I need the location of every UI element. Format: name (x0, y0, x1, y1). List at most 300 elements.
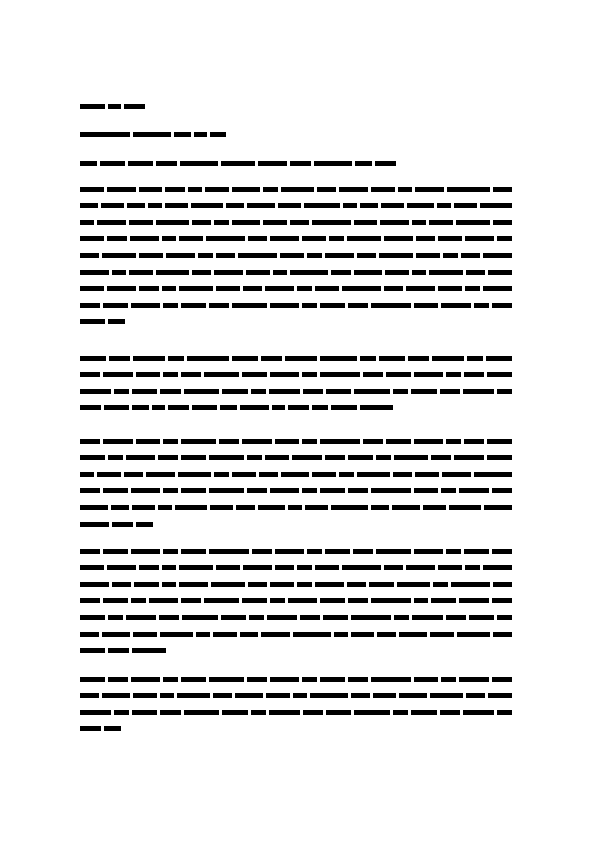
text-word (80, 565, 104, 570)
text-word (371, 505, 389, 510)
text-word (278, 203, 301, 208)
text-word (246, 270, 270, 275)
text-word (385, 270, 409, 275)
text-word (437, 203, 451, 208)
text-word (265, 286, 294, 291)
text-word (80, 549, 100, 554)
text-word (210, 132, 227, 137)
text-word (102, 693, 130, 698)
text-word (124, 104, 145, 109)
text-word (464, 439, 484, 444)
text-word (357, 472, 390, 477)
text-word (466, 270, 485, 275)
text-word (493, 632, 512, 637)
text-word (108, 319, 125, 324)
text-word (80, 632, 99, 637)
text-word (379, 356, 405, 361)
text-word (235, 693, 263, 698)
text-word (103, 598, 128, 603)
text-word (312, 220, 350, 225)
text-word (242, 372, 267, 377)
text-word (80, 303, 100, 308)
text-word (320, 303, 345, 308)
text-word (407, 203, 434, 208)
paragraph-4-line (80, 598, 512, 604)
text-word (371, 303, 411, 308)
text-word (486, 356, 512, 361)
text-word (156, 220, 189, 225)
text-word (320, 372, 360, 377)
text-word (247, 488, 267, 493)
text-word (102, 253, 136, 258)
text-word (240, 632, 259, 637)
text-word (320, 439, 360, 444)
text-word (102, 632, 130, 637)
text-word (243, 565, 272, 570)
text-word (130, 236, 159, 241)
text-word (371, 187, 395, 192)
paragraph-5-line (80, 726, 121, 732)
text-word (343, 203, 357, 208)
text-word (133, 356, 165, 361)
text-word (440, 389, 460, 394)
text-word (114, 710, 129, 715)
text-word (446, 372, 461, 377)
text-word (192, 270, 211, 275)
text-word (232, 187, 261, 192)
text-word (446, 615, 466, 620)
text-word (354, 710, 390, 715)
text-word (281, 472, 310, 477)
text-word (184, 710, 220, 715)
text-word (303, 710, 323, 715)
text-word (320, 598, 345, 603)
text-word (312, 472, 336, 477)
text-word (384, 565, 403, 570)
text-word (339, 472, 353, 477)
text-word (80, 236, 104, 241)
text-word (160, 710, 180, 715)
text-word (454, 203, 477, 208)
text-word (376, 455, 391, 460)
text-word (480, 203, 512, 208)
text-word (232, 303, 267, 308)
text-word (305, 505, 328, 510)
text-word (163, 549, 178, 554)
text-word (461, 253, 480, 258)
text-word (222, 389, 247, 394)
text-word (216, 253, 235, 258)
text-word (441, 488, 456, 493)
text-word (414, 372, 444, 377)
paragraph-2-line (80, 372, 512, 378)
text-word (132, 389, 157, 394)
text-word (133, 632, 157, 637)
text-word (132, 405, 149, 410)
text-word (251, 710, 266, 715)
text-word (353, 549, 373, 554)
text-word (126, 455, 156, 460)
text-word (80, 356, 106, 361)
text-word (107, 187, 136, 192)
text-word (487, 439, 512, 444)
text-word (238, 253, 277, 258)
text-word (272, 405, 285, 410)
text-word (339, 187, 368, 192)
text-word (80, 439, 100, 444)
text-word (146, 472, 175, 477)
text-word (80, 187, 104, 192)
text-word (394, 455, 429, 460)
paragraph-3-line (80, 521, 153, 527)
text-word (168, 356, 184, 361)
text-word (97, 472, 121, 477)
text-word (412, 270, 426, 275)
paragraph-4-line (80, 548, 512, 554)
text-word (131, 549, 161, 554)
text-word (342, 565, 381, 570)
text-word (107, 286, 136, 291)
text-word (270, 303, 300, 308)
text-word (111, 505, 129, 510)
text-word (107, 565, 136, 570)
text-word (297, 565, 312, 570)
text-word (492, 677, 512, 682)
text-word (302, 677, 317, 682)
text-word (222, 710, 247, 715)
text-word (354, 220, 378, 225)
paragraph-1-line (80, 219, 512, 225)
text-word (275, 565, 294, 570)
text-word (216, 565, 240, 570)
text-word (354, 270, 383, 275)
text-word (204, 598, 239, 603)
text-word (132, 648, 166, 653)
text-word (312, 405, 329, 410)
text-word (398, 187, 412, 192)
text-word (166, 253, 195, 258)
paragraph-2-line (80, 388, 512, 394)
paragraph-1-line (80, 236, 512, 242)
text-word (288, 405, 309, 410)
text-word (162, 565, 177, 570)
text-word (399, 632, 427, 637)
text-word (80, 161, 97, 166)
text-word (360, 203, 378, 208)
text-word (163, 439, 178, 444)
text-word (163, 677, 178, 682)
text-word (288, 505, 302, 510)
text-word (194, 132, 207, 137)
text-word (192, 405, 217, 410)
text-word (354, 389, 390, 394)
text-word (248, 582, 267, 587)
text-word (423, 505, 446, 510)
text-word (263, 187, 277, 192)
text-word (180, 161, 218, 166)
text-word (80, 372, 100, 377)
text-word (307, 253, 322, 258)
text-word (136, 522, 153, 527)
text-word (219, 439, 239, 444)
text-word (442, 472, 471, 477)
text-word (129, 270, 153, 275)
text-word (232, 220, 261, 225)
subject-line (80, 160, 396, 166)
text-word (376, 549, 411, 554)
date-line (80, 103, 145, 109)
paragraph-1-line (80, 269, 512, 275)
text-word (209, 549, 249, 554)
text-word (163, 303, 178, 308)
text-word (393, 389, 408, 394)
text-word (108, 455, 123, 460)
text-word (158, 455, 178, 460)
text-word (414, 549, 444, 554)
text-word (80, 726, 101, 731)
text-word (464, 549, 489, 554)
text-word (483, 565, 512, 570)
text-word (104, 726, 121, 731)
text-word (181, 439, 216, 444)
text-word (163, 488, 178, 493)
text-word (411, 710, 436, 715)
text-word (247, 677, 267, 682)
paragraph-1-line (80, 186, 512, 192)
text-word (303, 389, 323, 394)
text-word (484, 505, 512, 510)
text-word (467, 356, 483, 361)
text-word (430, 632, 454, 637)
text-word (492, 488, 512, 493)
paragraph-4-line (80, 565, 512, 571)
text-word (269, 389, 300, 394)
text-word (408, 356, 429, 361)
text-word (348, 303, 368, 308)
text-word (247, 203, 274, 208)
paragraph-3-line (80, 455, 512, 461)
text-word (415, 472, 439, 477)
text-word (80, 648, 105, 653)
text-word (459, 598, 489, 603)
text-word (80, 270, 109, 275)
text-word (103, 303, 128, 308)
text-word (371, 488, 411, 493)
text-word (348, 677, 368, 682)
text-word (240, 405, 269, 410)
text-word (297, 582, 312, 587)
text-word (204, 372, 239, 377)
text-word (251, 389, 266, 394)
recipient-line (80, 131, 226, 137)
text-word (80, 319, 105, 324)
text-word (393, 710, 408, 715)
text-word (80, 253, 99, 258)
text-word (348, 488, 368, 493)
paragraph-5-line (80, 676, 512, 682)
text-word (179, 286, 213, 291)
text-word (386, 372, 411, 377)
text-word (149, 598, 179, 603)
text-word (221, 161, 255, 166)
text-word (192, 220, 211, 225)
text-word (355, 161, 372, 166)
text-word (326, 389, 351, 394)
text-word (213, 632, 237, 637)
text-word (126, 615, 156, 620)
text-word (221, 615, 246, 620)
text-word (181, 455, 206, 460)
text-word (108, 615, 123, 620)
text-word (469, 615, 494, 620)
text-word (108, 104, 121, 109)
text-word (310, 693, 348, 698)
text-word (348, 598, 368, 603)
text-word (182, 615, 217, 620)
text-word (487, 372, 512, 377)
text-word (459, 488, 489, 493)
text-word (281, 187, 314, 192)
text-word (211, 582, 245, 587)
text-word (302, 372, 317, 377)
text-word (415, 187, 444, 192)
text-word (351, 632, 375, 637)
text-word (411, 389, 436, 394)
text-word (431, 598, 456, 603)
text-word (466, 693, 485, 698)
text-word (360, 356, 376, 361)
text-word (288, 598, 318, 603)
text-word (162, 236, 177, 241)
text-word (168, 405, 189, 410)
text-word (80, 693, 99, 698)
text-word (474, 303, 489, 308)
paragraph-4-line (80, 648, 166, 654)
text-word (152, 405, 165, 410)
text-word (134, 582, 158, 587)
text-word (492, 549, 512, 554)
text-word (297, 286, 312, 291)
text-word (80, 455, 105, 460)
text-word (302, 236, 326, 241)
text-word (347, 236, 381, 241)
text-word (304, 203, 341, 208)
text-word (181, 372, 201, 377)
text-word (160, 693, 174, 698)
text-word (80, 505, 108, 510)
text-word (187, 356, 229, 361)
text-word (226, 203, 244, 208)
text-word (158, 505, 172, 510)
paragraph-1-line (80, 252, 512, 258)
text-word (181, 677, 206, 682)
text-word (497, 710, 512, 715)
text-word (459, 677, 489, 682)
text-word (101, 203, 124, 208)
paragraph-5-line (80, 709, 512, 715)
text-word (463, 710, 494, 715)
text-word (290, 270, 328, 275)
paragraph-2-line (80, 355, 512, 361)
text-word (270, 598, 285, 603)
text-word (267, 615, 297, 620)
text-word (451, 582, 490, 587)
text-word (363, 372, 383, 377)
text-word (181, 488, 206, 493)
text-word (263, 220, 287, 225)
text-word (416, 236, 435, 241)
text-word (160, 389, 180, 394)
text-word (363, 439, 383, 444)
text-word (440, 710, 460, 715)
text-word (124, 472, 143, 477)
text-word (414, 677, 439, 682)
text-word (443, 253, 458, 258)
text-word (302, 439, 317, 444)
text-word (112, 582, 131, 587)
text-word (325, 455, 345, 460)
text-word (348, 455, 373, 460)
text-word (265, 455, 290, 460)
text-word (334, 632, 348, 637)
text-word (80, 488, 100, 493)
text-word (331, 405, 356, 410)
text-word (181, 598, 201, 603)
text-word (393, 472, 412, 477)
text-word (331, 270, 350, 275)
text-word (80, 522, 109, 527)
text-word (492, 303, 512, 308)
text-word (379, 253, 413, 258)
text-word (493, 582, 512, 587)
text-word (205, 187, 229, 192)
paragraph-1-line (80, 286, 512, 292)
text-word (270, 236, 299, 241)
text-word (129, 220, 153, 225)
text-word (292, 455, 322, 460)
text-word (315, 565, 339, 570)
text-word (112, 522, 133, 527)
text-word (351, 615, 391, 620)
text-word (497, 615, 512, 620)
text-word (493, 220, 512, 225)
text-word (293, 693, 307, 698)
text-word (220, 405, 237, 410)
text-word (320, 677, 345, 682)
text-word (290, 220, 309, 225)
text-word (103, 549, 128, 554)
paragraph-1-line (80, 319, 125, 325)
text-word (114, 389, 129, 394)
text-word (80, 220, 94, 225)
text-word (375, 161, 396, 166)
text-word (488, 270, 512, 275)
text-word (80, 389, 111, 394)
text-word (248, 236, 267, 241)
text-word (80, 104, 105, 109)
paragraph-5-line (80, 693, 512, 699)
text-word (209, 488, 244, 493)
text-word (156, 161, 177, 166)
text-word (314, 161, 352, 166)
text-word (270, 372, 300, 377)
text-word (109, 356, 130, 361)
text-word (139, 565, 158, 570)
text-word (463, 389, 494, 394)
text-word (216, 286, 240, 291)
text-word (177, 693, 210, 698)
text-word (429, 270, 462, 275)
